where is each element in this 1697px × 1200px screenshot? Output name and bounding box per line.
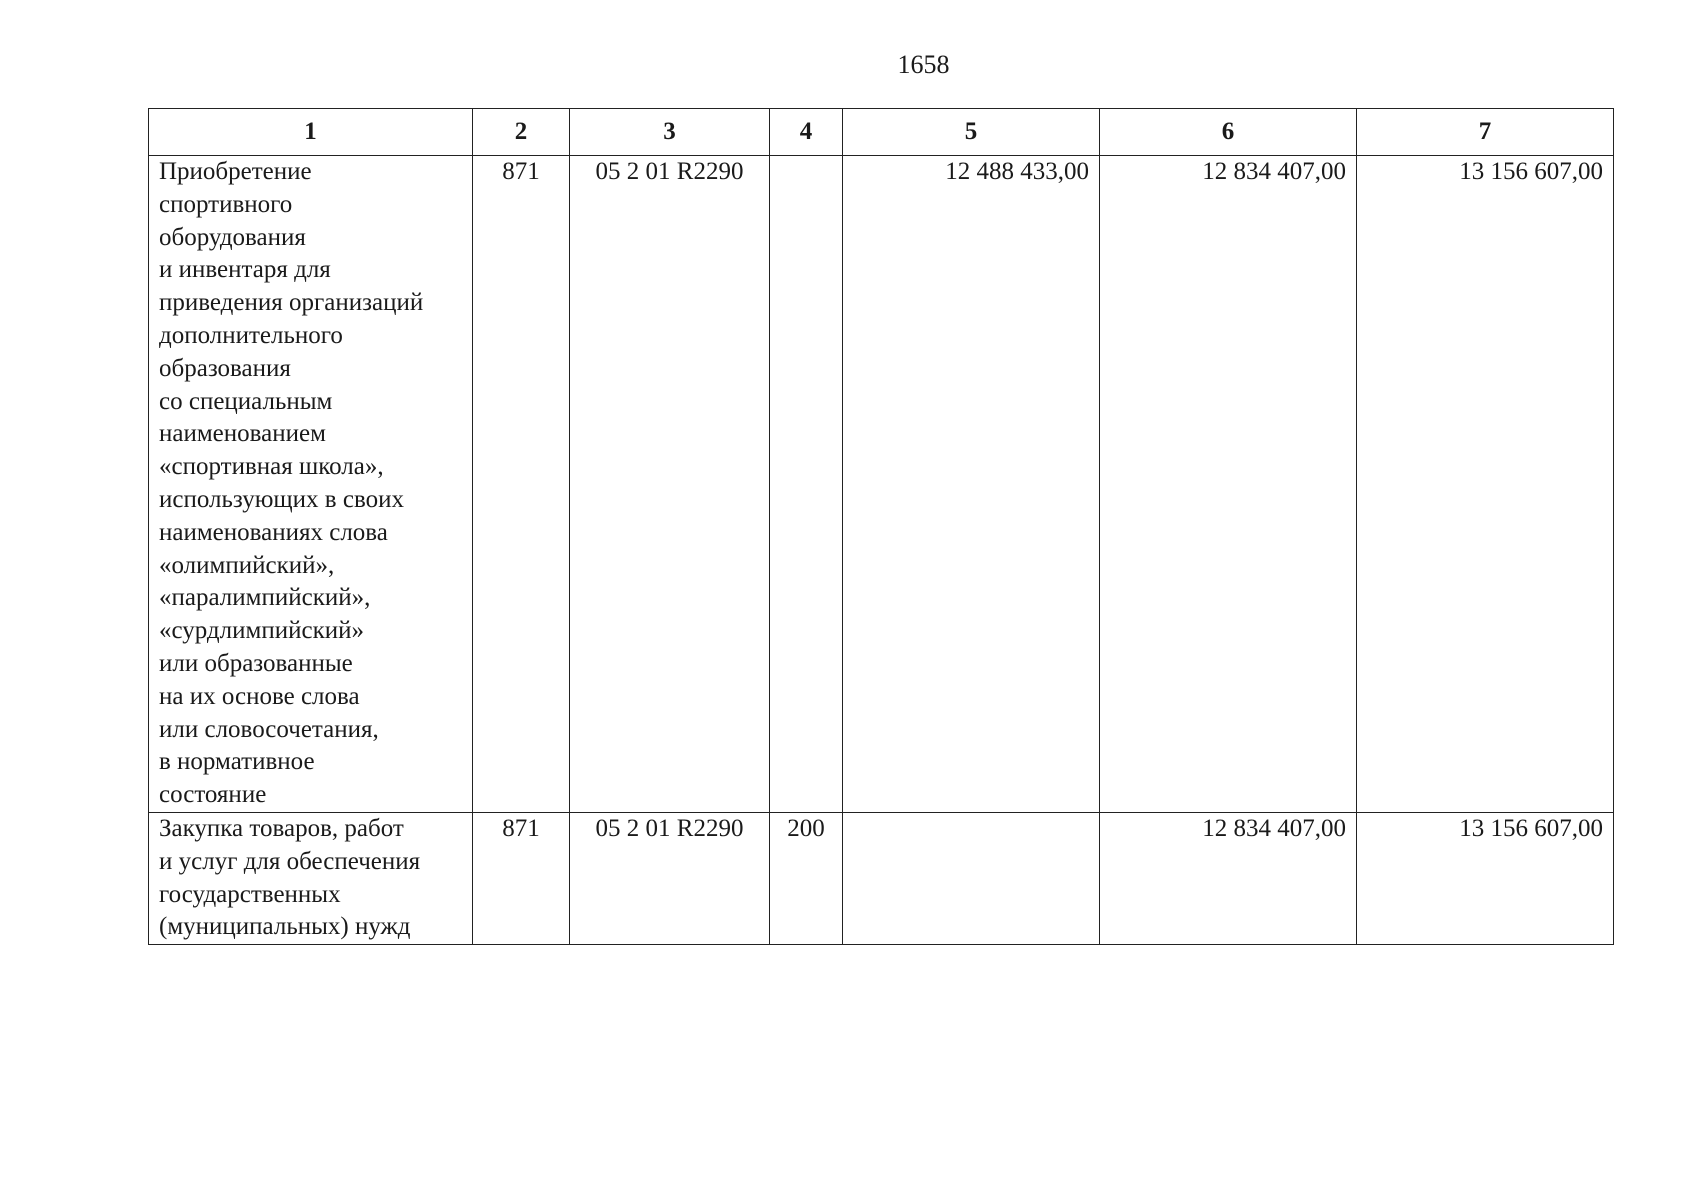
name-line: Приобретение [159,158,312,185]
header-col-2: 2 [473,109,570,156]
header-col-3: 3 [570,109,770,156]
budget-table [148,108,1614,945]
row-amount-col7: 13 156 607,00 [1357,812,1614,944]
name-line: «паралимпийский», [159,584,371,612]
row-target-code: 05 2 01 R2290 [570,156,770,813]
header-col-1: 1 [149,109,473,156]
table-body [149,156,1614,945]
table-header [149,109,1614,156]
name-line: государственных [159,880,341,908]
name-line: на их основе слова [159,682,360,710]
name-line: (муниципальных) нужд [159,913,411,941]
name-line: приведения организаций [159,289,424,317]
row-amount-col5: 12 488 433,00 [843,156,1100,813]
name-line: «спортивная школа», [159,453,384,481]
row-target-code: 05 2 01 R2290 [570,812,770,944]
name-line: Закупка товаров, работ [159,814,404,842]
name-line: использующих в своих [159,485,404,513]
name-line: оборудования [159,223,306,251]
name-line: дополнительного [159,321,343,349]
name-line: в нормативное [159,748,315,776]
row-ministry-code: 871 [473,156,570,813]
header-col-6: 6 [1100,109,1357,156]
name-line: со специальным [159,387,333,415]
name-line: «сурдлимпийский» [159,617,364,645]
row-amount-col6: 12 834 407,00 [1100,812,1357,944]
name-line: или образованные [159,649,353,677]
row-amount-col5 [843,812,1100,944]
row-ministry-code: 871 [473,812,570,944]
header-row [149,109,1614,156]
name-line: наименованиях слова [159,518,388,546]
header-col-5: 5 [843,109,1100,156]
row-name-cell [149,812,473,944]
row-amount-col7: 13 156 607,00 [1357,156,1614,813]
name-line: спортивного [159,190,293,218]
page-number: 1658 [897,50,950,79]
header-col-4: 4 [770,109,843,156]
table-row [149,812,1614,944]
name-line: «олимпийский», [159,551,335,579]
table-row [149,156,1614,813]
row-expense-type: 200 [770,812,843,944]
name-line: образования [159,354,291,382]
name-line: или словосочетания, [159,715,379,743]
name-line: и услуг для обеспечения [159,847,421,875]
name-line: наименованием [159,420,326,448]
header-col-7: 7 [1357,109,1614,156]
row-name-cell [149,156,473,813]
row-expense-type [770,156,843,813]
row-amount-col6: 12 834 407,00 [1100,156,1357,813]
name-line: и инвентаря для [159,256,331,284]
name-line: состояние [159,781,267,809]
